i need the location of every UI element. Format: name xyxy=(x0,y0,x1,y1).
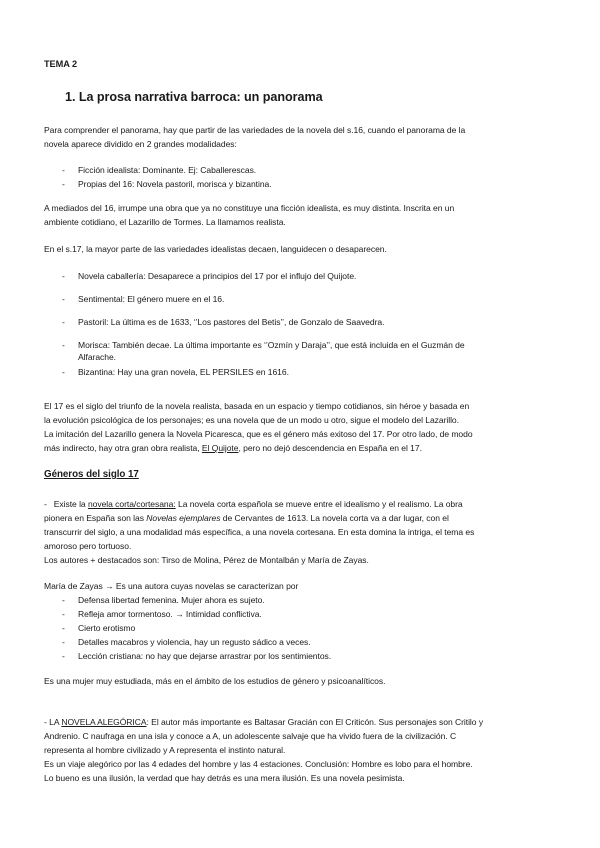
list-item: - Lección cristiana: no hay que dejarse arrastrar por los sentimientos. xyxy=(62,650,562,664)
list-item: - Refleja amor tormentoso. → Intimidad conflictiva. xyxy=(62,608,562,622)
zayas-line: María de Zayas → Es una autora cuyas novelas se caracterizan por xyxy=(44,581,299,591)
intro-line-2: novela aparece dividido en 2 grandes modalidades: xyxy=(44,139,237,149)
quijote-link: El Quijote xyxy=(201,443,239,453)
list-item: - Propias del 16: Novela pastoril, morisca y bizantina. xyxy=(62,178,562,192)
list-item: - Sentimental: El género muere en el 16. xyxy=(62,293,562,316)
s17-paragraph: En el s.17, la mayor parte de las variedades idealistas decaen, languidecen o desaparecen. xyxy=(44,244,387,254)
alegorica-line-3: representa al hombre civilizado y A representa el instinto natural. xyxy=(44,745,286,755)
tema-label: TEMA 2 xyxy=(44,59,78,69)
alegorica-line-2: Andrenio. C naufraga en una isla y conoce a A, un adolescente salvaje que ha vivido fuera de la civilización. C xyxy=(44,731,457,741)
list-item: - Cierto erotismo xyxy=(62,622,562,636)
generos-heading: Géneros del siglo 17 xyxy=(44,469,139,480)
list-item: - Pastoril: La última es de 1633, ‘’Los pastores del Betis’’, de Gonzalo de Saavedra. xyxy=(62,316,562,339)
corta-line-1: - Existe la novela corta/cortesana: La novela corta española se mueve entre el idealismo y el realismo. La obra xyxy=(44,499,463,509)
alegorica-line-1: - LA NOVELA ALEGÓRICA: El autor más importante es Baltasar Gracián con El Criticón. Sus personajes son Critilo y xyxy=(44,717,484,727)
list-item: - Morisca: También decae. La última importante es ‘’Ozmín y Daraja’’, que está incluida en el Guzmán de xyxy=(62,339,562,351)
list-item: - Defensa libertad femenina. Mujer ahora es sujeto. xyxy=(62,594,562,608)
triunfo-line-2: la evolución psicológica de los personajes; es una novela que de un modo u otro, sigue el modelo del Lazarillo. xyxy=(44,415,459,425)
mediados-line-1: A mediados del 16, irrumpe una obra que ya no constituye una ficción idealista, es muy distinta. Inscrita en un xyxy=(44,203,455,213)
mediados-line-2: ambiente cotidiano, el Lazarillo de Tormes. La llamamos realista. xyxy=(44,217,286,227)
novelas-ejemplares-title: Novelas ejemplares xyxy=(146,513,221,523)
list-item: - Ficción idealista: Dominante. Ej: Caballerescas. xyxy=(62,164,562,178)
intro-line-1: Para comprender el panorama, hay que partir de las variedades de la novela del s.16, cuando el panorama de la xyxy=(44,125,466,135)
novela-alegorica-label: NOVELA ALEGÓRICA xyxy=(61,717,147,727)
novela-corta-label: novela corta/cortesana: xyxy=(87,499,176,509)
zayas-list xyxy=(62,594,562,664)
list-item: - Novela caballería: Desaparece a principios del 17 por el influjo del Quijote. xyxy=(62,270,562,293)
triunfo-line-1: El 17 es el siglo del triunfo de la novela realista, basada en un espacio y tiempo cotidianos, sin héroe y basada en xyxy=(44,401,470,411)
alegorica-line-4: Es un viaje alegórico por las 4 edades del hombre y las 4 estaciones. Conclusión: Hombre es lobo para el hombre. xyxy=(44,759,473,769)
list-item: - Detalles macabros y violencia, hay un regusto sádico a veces. xyxy=(62,636,562,650)
estudiada-line: Es una mujer muy estudiada, más en el ámbito de los estudios de género y psicoanalíticos. xyxy=(44,676,386,686)
corta-line-5: Los autores + destacados son: Tirso de Molina, Pérez de Montalbán y María de Zayas. xyxy=(44,555,369,565)
corta-line-4: amoroso pero tortuoso. xyxy=(44,541,132,551)
modalidades-list xyxy=(62,164,562,192)
list-item-continuation: Alfarache. xyxy=(78,352,116,362)
triunfo-line-4: más indirecto, hay otra gran obra realista, El Quijote, pero no dejó descendencia en España en el 17. xyxy=(44,443,422,453)
corta-line-3: transcurrir del siglo, a una modalidad más específica, a una novela cortesana. En esta domina la intriga, el tema es xyxy=(44,527,475,537)
variedades-list xyxy=(62,270,562,380)
list-item: - Bizantina: Hay una gran novela, EL PERSILES en 1616. xyxy=(62,366,562,380)
alegorica-line-5: Lo bueno es una ilusión, la verdad que hay detrás es una mera ilusión. Es una novela pesimista. xyxy=(44,773,405,783)
triunfo-line-3: La imitación del Lazarillo genera la Novela Picaresca, que es el género más exitoso del 17. Por otro lado, de modo xyxy=(44,429,473,439)
section-title: 1. La prosa narrativa barroca: un panorama xyxy=(65,90,323,104)
corta-line-2: pionera en España son las Novelas ejemplares de Cervantes de 1613. La novela corta va a dar lugar, con el xyxy=(44,513,449,523)
